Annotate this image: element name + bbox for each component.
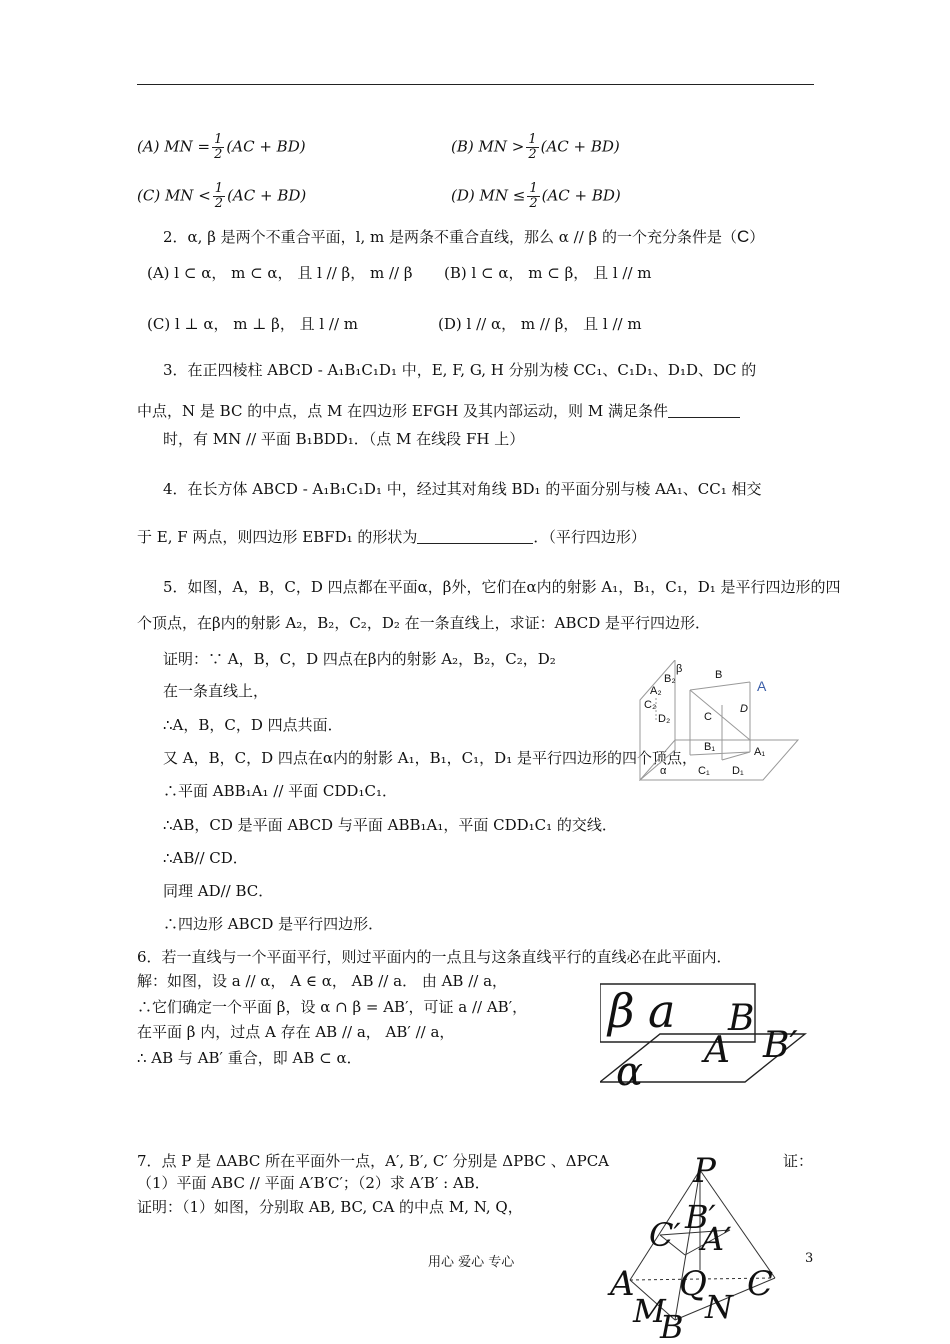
fig6-label-b: B [728, 998, 755, 1039]
q6-line-4: ∴ AB 与 AB′ 重合，即 AB ⊂ α． [137, 1049, 362, 1067]
fig7-label-m: M [633, 1292, 666, 1330]
fig6-label-alpha: α [616, 1049, 644, 1087]
q4-answer-blank[interactable] [417, 529, 533, 544]
fig5-label-a1: A₁ [754, 746, 766, 758]
page-footer: 用心 爱心 专心 [428, 1255, 515, 1270]
q2-stem: 2．α, β 是两个不重合平面，l, m 是两条不重合直线，那么 α // β 的一个充分条件是（C） [163, 227, 765, 246]
q2-option-c: (C) l ⊥ α， m ⊥ β， 且 l // m [147, 315, 359, 333]
fig6-label-A: A [704, 1030, 730, 1071]
q5-figure [630, 660, 805, 785]
fig5-label-beta: β [676, 663, 683, 675]
q1-option-b: (B) MN > $\frac{1}{2}$ (AC + BD) [451, 132, 620, 162]
q5-proof-5: ∴平面 ABB₁A₁ // 平面 CDD₁C₁． [163, 782, 397, 800]
q7-line1b: 证： [783, 1152, 814, 1170]
fig5-label-c1: C₁ [698, 765, 710, 777]
q6-line-1: 解：如图，设 a // α， A ∈ α， AB // a． 由 AB // a， [137, 972, 508, 990]
fig6-label-a: a [648, 984, 676, 1038]
q1-option-c: (C) MN < $\frac{1}{2}$ (AC + BD) [137, 181, 307, 211]
q5-proof-8: 同理 AD// BC． [163, 882, 274, 900]
fig5-label-a2: A₂ [650, 685, 662, 697]
q5-proof-2: 在一条直线上， [163, 682, 269, 700]
fig5-label-a: A [757, 678, 767, 694]
fig5-label-b: B [715, 669, 723, 681]
q6-title: 6．若一直线与一个平面平行，则过平面内的一点且与这条直线平行的直线必在此平面内． [137, 948, 732, 966]
fig6-label-bprime: B′ [763, 1025, 798, 1066]
fig5-label-b2: B₂ [664, 673, 676, 685]
fig7-label-a: A [610, 1264, 635, 1304]
header-rule [137, 84, 814, 85]
q2-option-b: (B) l ⊂ α， m ⊂ β， 且 l // m [444, 264, 652, 282]
q4-line2: 于 E, F 两点，则四边形 EBFD₁ 的形状为 ．（平行四边形） [137, 528, 646, 546]
fig7-label-b: B [660, 1308, 684, 1340]
q7-line3: 证明：（1）如图，分别取 AB, BC, CA 的中点 M, N, Q， [137, 1198, 523, 1216]
fig7-label-c: C [747, 1264, 774, 1304]
q3-line3: 时，有 MN // 平面 B₁BDD₁．（点 M 在线段 FH 上） [163, 430, 525, 448]
fig7-label-q: Q [679, 1264, 707, 1304]
q1-option-a: (A) MN = $\frac{1}{2}$ (AC + BD) [137, 132, 306, 162]
fig7-label-p: P [693, 1151, 716, 1191]
q6-figure [600, 982, 815, 1087]
q5-proof-1: 证明：∵ A，B，C，D 四点在β内的射影 A₂，B₂，C₂，D₂ [163, 650, 556, 668]
page-number: 3 [805, 1251, 814, 1266]
fig7-label-bprime: B′ [685, 1198, 716, 1236]
q2-answer: C [736, 227, 750, 246]
fig5-label-d1: D₁ [732, 765, 744, 777]
fig6-label-beta: β [608, 984, 635, 1038]
q5-proof-9: ∴四边形 ABCD 是平行四边形． [163, 915, 384, 933]
q2-option-a: (A) l ⊂ α， m ⊂ α， 且 l // β， m // β [147, 264, 413, 282]
q2-option-d: (D) l // α， m // β， 且 l // m [438, 315, 642, 333]
q5-line2: 个顶点，在β内的射影 A₂，B₂，C₂，D₂ 在一条直线上，求证：ABCD 是平行四边形． [137, 614, 711, 632]
q5-proof-6: ∴AB，CD 是平面 ABCD 与平面 ABB₁A₁，平面 CDD₁C₁ 的交线． [163, 816, 617, 834]
q7-line1a: 7．点 P 是 ΔABC 所在平面外一点，A′, B′, C′ 分别是 ΔPBC 、ΔPCA [137, 1152, 610, 1170]
q7-line2: （1）平面 ABC // 平面 A′B′C′；（2）求 A′B′ : AB． [137, 1174, 490, 1192]
q4-line1: 4．在长方体 ABCD - A₁B₁C₁D₁ 中，经过其对角线 BD₁ 的平面分别与棱 AA₁、CC₁ 相交 [163, 480, 762, 498]
fig5-label-d: D [740, 703, 748, 715]
fig7-label-cprime: C′ [649, 1216, 681, 1254]
fig5-label-c2: C₂ [644, 699, 657, 711]
q3-line1: 3．在正四棱柱 ABCD - A₁B₁C₁D₁ 中，E, F, G, H 分别为棱 CC₁、C₁D₁、D₁D、DC 的 [163, 361, 757, 379]
fig5-label-b1: B₁ [704, 741, 716, 753]
q6-line-2: ∴它们确定一个平面 β，设 α ∩ β = AB′，可证 a // AB′， [137, 998, 528, 1016]
q6-line-3: 在平面 β 内，过点 A 存在 AB // a， AB′ // a， [137, 1023, 455, 1041]
fig5-label-c: C [704, 711, 712, 723]
q3-line2: 中点，N 是 BC 的中点，点 M 在四边形 EFGH 及其内部运动，则 M 满足条件 [137, 400, 740, 421]
fig7-label-aprime: A′ [701, 1220, 732, 1258]
q3-answer-blank[interactable] [668, 403, 740, 418]
q5-proof-7: ∴AB// CD． [163, 849, 248, 867]
fig5-label-alpha: α [660, 765, 667, 777]
q7-figure [605, 1150, 805, 1340]
fig5-label-d2: D₂ [658, 713, 671, 725]
q5-proof-3: ∴A，B，C，D 四点共面． [163, 716, 343, 734]
q1-option-d: (D) MN ≤ $\frac{1}{2}$ (AC + BD) [451, 181, 621, 211]
fig7-label-n: N [705, 1288, 733, 1326]
q5-line1: 5．如图，A，B，C，D 四点都在平面α，β外，它们在α内的射影 A₁，B₁，C₁，D₁ 是平行四边形的四 [163, 578, 841, 596]
q5-proof-4: 又 A，B，C，D 四点在α内的射影 A₁，B₁，C₁，D₁ 是平行四边形的四个顶点， [163, 749, 697, 767]
